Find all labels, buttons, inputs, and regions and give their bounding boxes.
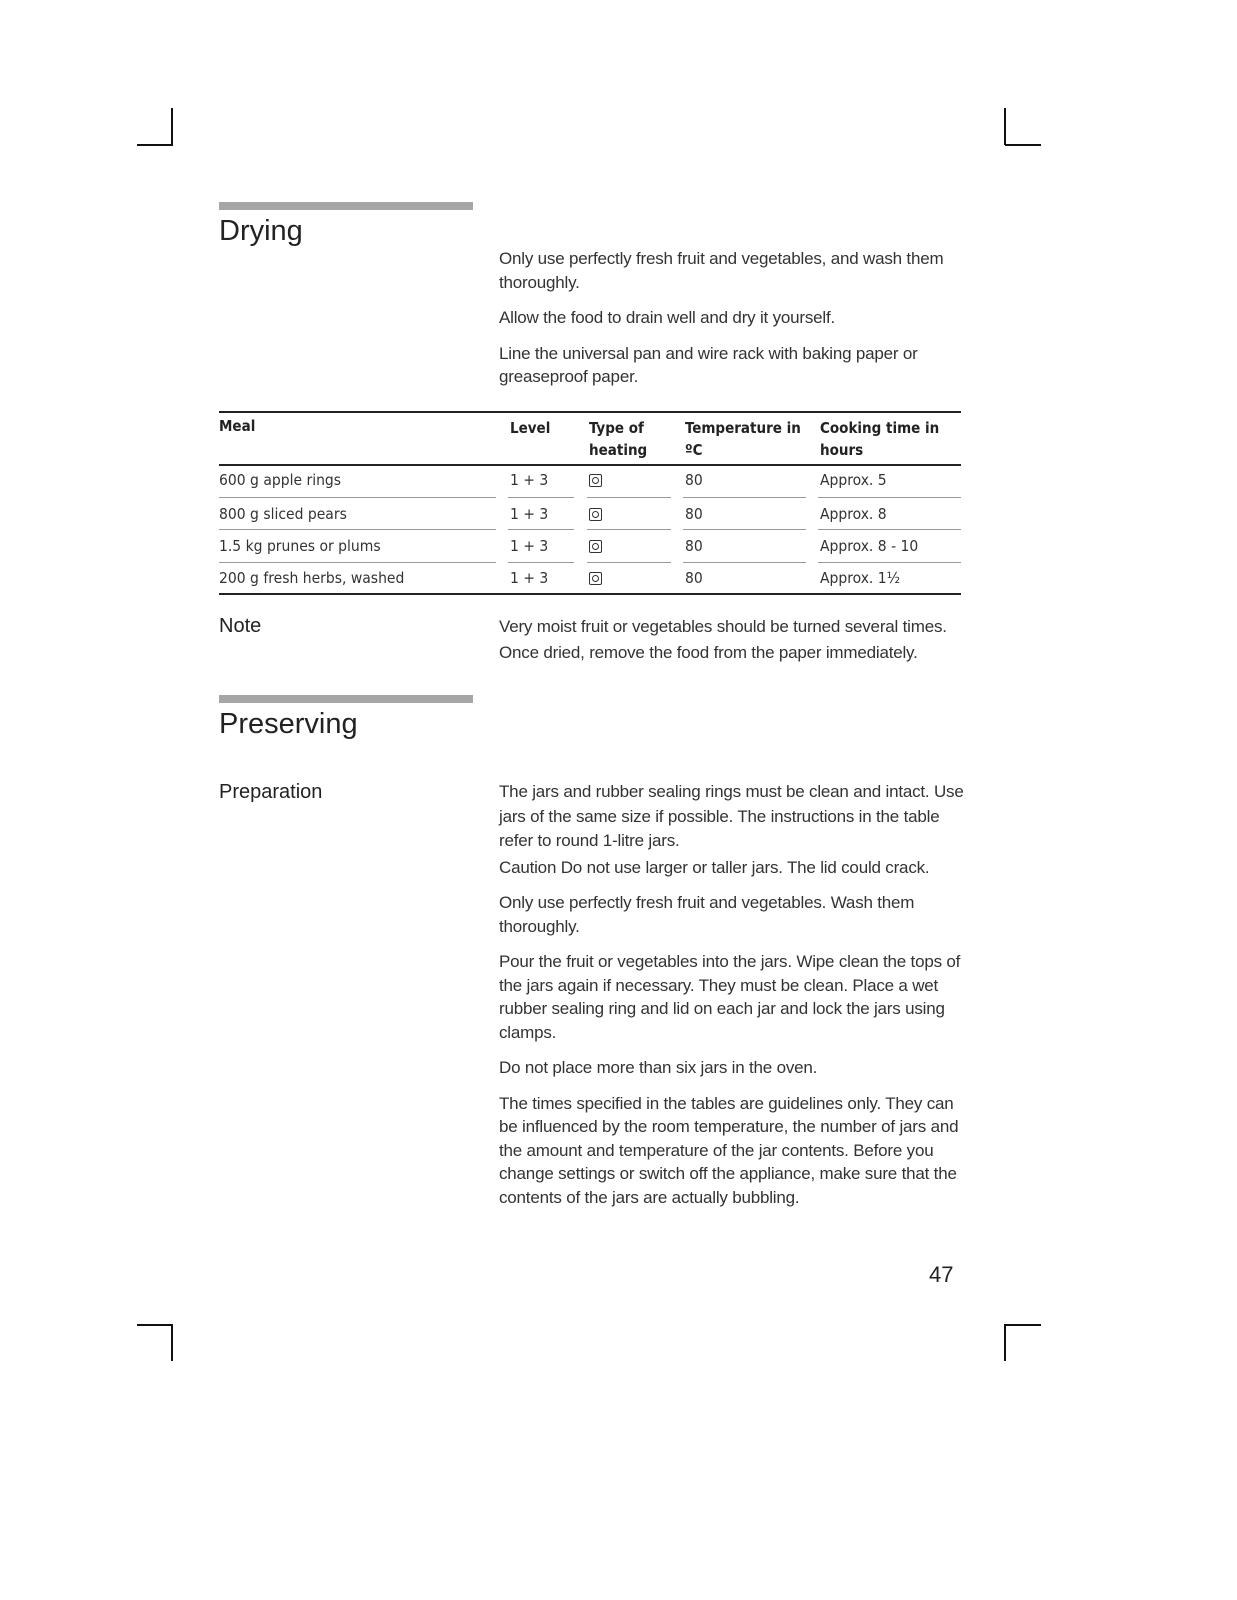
section-bar xyxy=(219,695,473,703)
preparation-paragraph: Do not place more than six jars in the oven. xyxy=(499,1058,818,1077)
row-divider xyxy=(587,529,671,530)
row-divider xyxy=(219,562,496,563)
note-paragraph: Very moist fruit or vegetables should be turned several times. xyxy=(499,617,947,636)
drying-table xyxy=(219,411,961,597)
preparation-paragraph: The jars and rubber sealing rings must be clean and intact. Use jars of the same size if possible. The instructions in the table refer to round 1-litre jars. xyxy=(499,782,964,850)
note-label: Note xyxy=(219,615,262,637)
header-level: Level xyxy=(510,419,551,437)
table-top-rule xyxy=(219,411,961,413)
cell-meal: 1.5 kg prunes or plums xyxy=(219,537,381,555)
cell-time: Approx. 1½ xyxy=(820,569,901,587)
header-time xyxy=(820,417,939,461)
hot-air-icon xyxy=(589,508,602,521)
crop-mark xyxy=(1005,1324,1041,1326)
header-time-line2: hours xyxy=(820,441,864,459)
row-divider xyxy=(683,529,806,530)
header-heating-line2: heating xyxy=(589,441,648,459)
cell-time: Approx. 8 xyxy=(820,505,887,523)
hot-air-icon xyxy=(589,572,602,585)
header-meal: Meal xyxy=(219,417,256,435)
section-bar xyxy=(219,202,473,210)
row-divider xyxy=(508,497,574,498)
header-temperature-line1: Temperature in xyxy=(685,419,801,437)
table-header-rule xyxy=(219,464,961,466)
preparation-text xyxy=(499,780,969,1221)
header-temperature-line2: ºC xyxy=(685,441,703,459)
crop-mark xyxy=(137,1324,173,1326)
cell-temperature: 80 xyxy=(685,505,703,523)
cell-level: 1 + 3 xyxy=(510,569,549,587)
cell-level: 1 + 3 xyxy=(510,505,549,523)
cell-meal: 200 g fresh herbs, washed xyxy=(219,569,405,587)
cell-time: Approx. 5 xyxy=(820,471,887,489)
cell-meal: 800 g sliced pears xyxy=(219,505,347,523)
header-heating-line1: Type of xyxy=(589,419,644,437)
preparation-paragraph: Caution Do not use larger or taller jars. The lid could crack. xyxy=(499,857,930,877)
crop-mark xyxy=(171,1324,173,1361)
row-divider xyxy=(219,529,496,530)
row-divider xyxy=(683,497,806,498)
crop-mark xyxy=(1004,1324,1006,1361)
preparation-label: Preparation xyxy=(219,781,323,803)
row-divider xyxy=(587,562,671,563)
table-bottom-rule xyxy=(219,593,961,595)
preparation-paragraph: The times specified in the tables are guidelines only. They can be influenced by the room temperature, the number of jars and the amount and temperature of the jar contents. Before you change settings or switch off the appliance, make sure that the contents of the jars are actually bubbling. xyxy=(499,1093,959,1207)
crop-mark xyxy=(1004,108,1006,145)
drying-title: Drying xyxy=(219,215,303,247)
row-divider xyxy=(508,529,574,530)
header-heating xyxy=(589,417,647,461)
row-divider xyxy=(219,497,496,498)
header-time-line1: Cooking time in xyxy=(820,419,940,437)
cell-time: Approx. 8 - 10 xyxy=(820,537,919,555)
page-number: 47 xyxy=(929,1262,954,1287)
preparation-paragraph: Pour the fruit or vegetables into the jars. Wipe clean the tops of the jars again if necessary. They must be clean. Place a wet rubber sealing ring and lid on each jar and lock the jars using clamps. xyxy=(499,952,961,1042)
crop-mark xyxy=(1005,144,1041,146)
row-divider xyxy=(683,562,806,563)
crop-mark xyxy=(137,144,173,146)
hot-air-icon xyxy=(589,474,602,487)
row-divider xyxy=(587,497,671,498)
row-divider xyxy=(818,529,961,530)
note-paragraph: Once dried, remove the food from the paper immediately. xyxy=(499,642,918,662)
crop-mark xyxy=(171,108,173,145)
drying-intro xyxy=(499,247,969,401)
drying-paragraph: Only use perfectly fresh fruit and vegetables, and wash them thoroughly. xyxy=(499,249,944,292)
row-divider xyxy=(508,562,574,563)
preparation-paragraph: Only use perfectly fresh fruit and vegetables. Wash them thoroughly. xyxy=(499,893,915,936)
cell-temperature: 80 xyxy=(685,471,703,489)
header-temperature xyxy=(685,417,801,461)
cell-level: 1 + 3 xyxy=(510,537,549,555)
cell-temperature: 80 xyxy=(685,569,703,587)
preserving-title: Preserving xyxy=(219,708,358,740)
cell-temperature: 80 xyxy=(685,537,703,555)
drying-paragraph: Line the universal pan and wire rack with baking paper or greaseproof paper. xyxy=(499,343,918,386)
row-divider xyxy=(818,497,961,498)
note-text xyxy=(499,614,969,665)
drying-paragraph: Allow the food to drain well and dry it yourself. xyxy=(499,308,836,327)
cell-level: 1 + 3 xyxy=(510,471,549,489)
cell-meal: 600 g apple rings xyxy=(219,471,342,489)
row-divider xyxy=(818,562,961,563)
hot-air-icon xyxy=(589,540,602,553)
